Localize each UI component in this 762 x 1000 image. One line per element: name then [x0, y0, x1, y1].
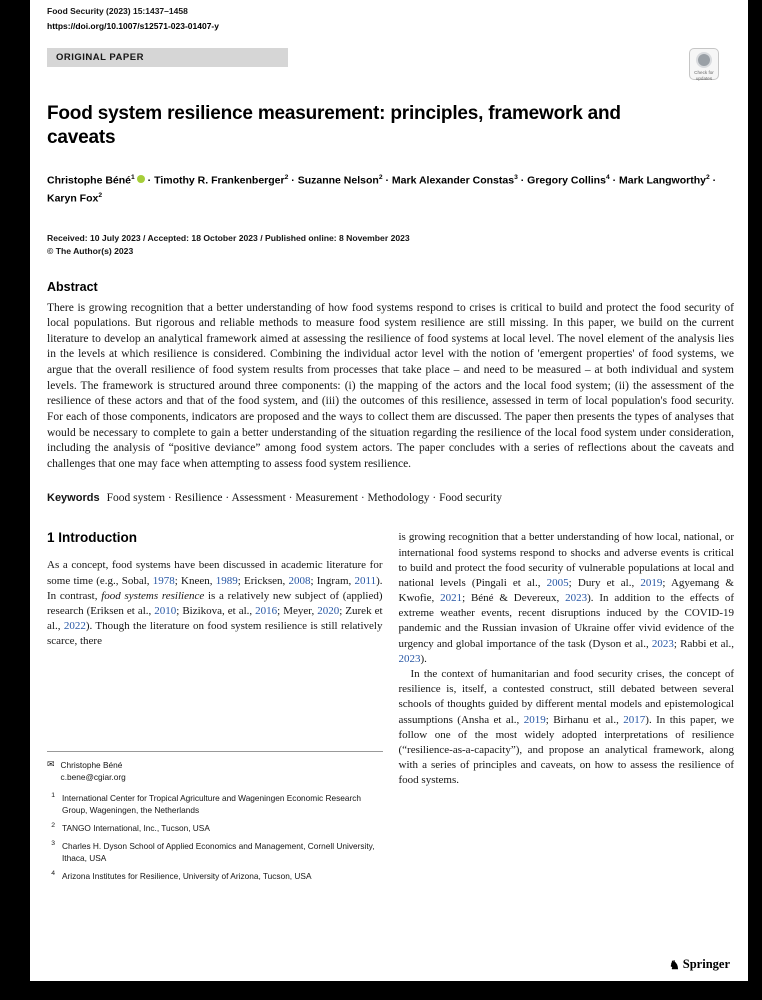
citation-link[interactable]: 2005 — [546, 576, 569, 589]
article-type-badge: ORIGINAL PAPER — [47, 48, 288, 67]
text-span: ; Béné & Devereux, — [462, 592, 566, 605]
check-for-updates-label: Check for updates — [694, 70, 714, 81]
affiliation-text: Charles H. Dyson School of Applied Economics and Management, Cornell University, Ithaca, USA — [62, 841, 375, 864]
correspondence-email[interactable]: c.bene@cgiar.org — [60, 772, 126, 783]
text-span: · — [144, 174, 155, 187]
correspondence-details — [61, 759, 126, 783]
affiliation-item — [47, 822, 383, 834]
text-span: As a concept, food systems have been discussed in academic literature for some time (e.g., Sobal, — [47, 559, 383, 587]
doi-link[interactable]: https://doi.org/10.1007/s12571-023-01407-y — [47, 21, 219, 31]
text-span: 2 — [98, 192, 103, 200]
abstract-heading: Abstract — [47, 279, 98, 294]
citation-link[interactable]: 2010 — [154, 604, 177, 617]
footnotes-block — [47, 751, 383, 882]
text-span: In the context of humanitarian and food security crises, the concept of resilience is, itself, a contested construct, still debated between several schools of thoughts guided by different mental models and epistemological assumptions (Ansha et al., — [398, 667, 734, 726]
citation-link[interactable]: 2021 — [440, 592, 463, 605]
abstract-text: There is growing recognition that a better understanding of how food systems respond to crises is critical to build and protect the food security of local populations. But rigorous and reliable methods to measure food system resilience are still missing. In this paper, we build on the current literature to develop an analytical framework aimed at assessing the resilience of food systems at local level. The novel element of the analysis lies in the levels at which resilience is considered. Combining the individual actor level with the notion of 'emergent properties' of food systems, we argue that the overall resilience of food system results from processes that take place – and need to be measured – at both individual and system levels. The framework is structured around three components: (i) the mapping of the actors and the local food system; (ii) the assessment of the resilience of these actors and that of the food system, and (iii) the outcomes of this resilience, assessed in term of local population's food security. For each of those components, indicators are proposed and the ways to collect them are discussed. The paper then presents the types of analyses that would be necessary to complete to gain a better understanding of the situation regarding the resilience of the local food system under consideration, including the analysis of “positive deviance” among food system actors. The paper concludes with a series of reflections about the caveats and challenges that one may face when attempting to assess food system resilience. — [47, 301, 734, 470]
page-title: Food system resilience measurement: principles, framework and caveats — [47, 103, 621, 148]
text-span: is growing recognition that a better understanding of how local, national, or international food systems respond to shocks and adverse events is critical to build and protect the food security of vulnerable populations at local and national levels (Pingali et al., — [398, 531, 734, 589]
copyright-line: © The Author(s) 2023 — [47, 245, 134, 256]
intro-paragraph-right-1 — [399, 530, 735, 667]
text-span: ; Kneen, — [174, 574, 216, 587]
affiliation-text: Arizona Institutes for Resilience, University of Arizona, Tucson, USA — [62, 871, 312, 882]
affiliation-text: TANGO International, Inc., Tucson, USA — [62, 823, 210, 834]
text-span: · — [288, 174, 298, 187]
journal-reference: Food Security (2023) 15:1437–1458 — [47, 6, 188, 16]
text-span: · — [609, 174, 620, 187]
affiliation-text: International Center for Tropical Agriculture and Wageningen Economic Research Group, Wageningen, the Netherlands — [62, 793, 362, 816]
affiliation-item — [47, 840, 383, 864]
text-span: ). — [420, 652, 427, 665]
authors-line — [47, 172, 734, 209]
text-span: Karyn Fox — [47, 192, 99, 205]
affiliation-number: 3 — [51, 840, 55, 848]
affiliation-item — [47, 792, 383, 816]
text-span: 2 — [378, 173, 383, 181]
affiliations-list — [47, 792, 383, 882]
text-span: food systems resilience — [101, 589, 205, 602]
citation-link[interactable]: 2020 — [317, 604, 340, 617]
citation-link[interactable]: 2011 — [354, 574, 377, 587]
section-heading-introduction: 1 Introduction — [47, 530, 137, 546]
text-span: ; Agyemang & Kwofie, — [398, 576, 734, 605]
citation-link[interactable]: 2008 — [288, 574, 311, 587]
springer-wordmark: Springer — [682, 957, 730, 971]
text-span: ). In this paper, we follow one of the most widely adopted interpretations of resilience (“resilience-as-a-capacity”), and propose an analytical framework, along with a series of principles and caveats, on how to assess the resilience of food systems. — [398, 713, 734, 787]
citation-link[interactable]: 1989 — [215, 574, 238, 587]
text-span: 1 — [131, 173, 135, 181]
text-span: 2 — [705, 173, 710, 181]
intro-paragraph-right-2 — [399, 667, 735, 788]
text-span: ). In addition to the effects of extreme weather events, recent disruptions induced by the COVID-19 pandemic and the Russian invasion of Ukraine offer vivid evidence of the urgency and global importance of the task (Dyson et al., — [398, 592, 734, 650]
crossmark-box — [689, 48, 719, 80]
intro-paragraph-left — [47, 558, 383, 649]
text-span: 2 — [284, 173, 289, 181]
text-span: Mark Alexander Constas — [391, 174, 515, 187]
text-span: 4 — [605, 173, 610, 181]
citation-link[interactable]: 2022 — [63, 620, 86, 633]
article-type-row — [47, 48, 734, 80]
citation-link[interactable]: 2023 — [651, 637, 674, 650]
text-span: ). In contrast, — [47, 574, 383, 602]
orcid-icon — [137, 175, 145, 183]
right-column — [399, 530, 735, 882]
springer-horse-icon: ♞ — [669, 957, 680, 972]
keywords-values: Food system · Resilience · Assessment · Measurement · Methodology · Food security — [106, 492, 502, 505]
citation-link[interactable]: 2017 — [623, 713, 646, 726]
text-span: Suzanne Nelson — [297, 174, 379, 187]
left-column — [47, 530, 383, 882]
citation-link[interactable]: 2023 — [398, 652, 421, 665]
keywords-line — [47, 492, 734, 504]
text-span: ; Rabbi et al., — [673, 637, 735, 650]
affiliation-number: 2 — [51, 822, 55, 830]
keywords-label: Keywords — [47, 492, 100, 505]
text-span: is a relatively new subject of (applied) research (Eriksen et al., — [47, 589, 383, 617]
text-span: Mark Langworthy — [619, 174, 706, 187]
citation-link[interactable]: 1978 — [152, 574, 175, 587]
correspondence-name: Christophe Béné — [60, 760, 123, 771]
received-accepted-line: Received: 10 July 2023 / Accepted: 18 October 2023 / Published online: 8 November 2023 — [47, 232, 410, 243]
text-span: ). Though the literature on food system resilience is still relatively scarce, there — [47, 620, 383, 648]
text-span: Timothy R. Frankenberger — [154, 174, 285, 187]
envelope-icon: ✉ — [47, 759, 55, 770]
correspondence-block — [47, 759, 383, 783]
affiliation-number: 1 — [51, 792, 55, 800]
text-span: ; Bizikova, et al., — [176, 604, 256, 617]
text-span: ; Ericksen, — [237, 574, 289, 587]
text-span: ; Zurek et al., — [47, 604, 383, 633]
check-for-updates-badge[interactable] — [684, 48, 724, 80]
crossmark-icon — [696, 52, 712, 68]
text-span: · — [382, 174, 392, 187]
two-column-body — [47, 530, 734, 882]
text-span: ; Birhanu et al., — [545, 713, 624, 726]
text-span: Gregory Collins — [527, 174, 606, 187]
text-span: · — [517, 174, 528, 187]
text-span: Christophe Béné — [47, 174, 132, 187]
text-span: ; Meyer, — [277, 604, 318, 617]
text-span: 3 — [514, 173, 518, 181]
affiliation-item — [47, 870, 383, 882]
citation-link[interactable]: 2023 — [565, 592, 588, 605]
text-span: · — [709, 174, 717, 187]
text-span: ; Ingram, — [310, 574, 355, 587]
citation-link[interactable]: 2019 — [640, 576, 663, 589]
citation-link[interactable]: 2019 — [523, 713, 546, 726]
citation-link[interactable]: 2016 — [255, 604, 278, 617]
text-span: ; Dury et al., — [568, 576, 641, 589]
affiliation-number: 4 — [51, 870, 55, 878]
paper-page — [30, 0, 748, 981]
springer-logo — [669, 957, 730, 972]
